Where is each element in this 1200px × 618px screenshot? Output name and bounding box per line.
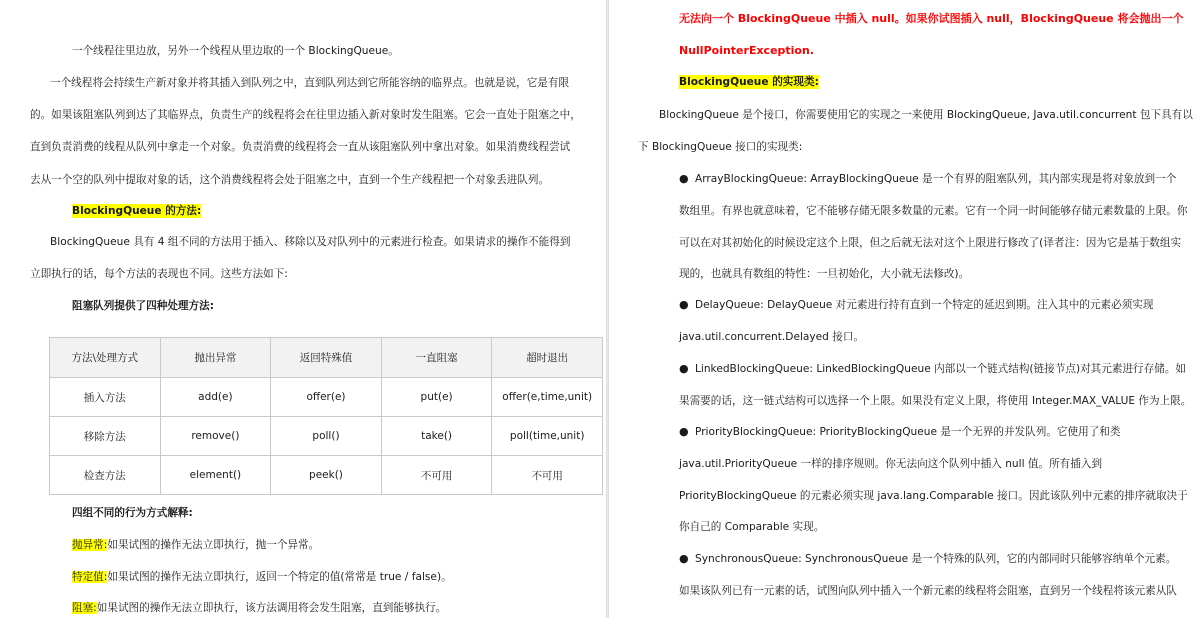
table-cell: 移除方法 — [50, 417, 161, 456]
bullet-icon: ● — [679, 298, 689, 311]
paragraph-line: 去从一个空的队列中提取对象的话，这个消费线程将会处于阻塞之中，直到一个生产线程把一个对象丢进队列。 — [30, 174, 550, 186]
list-item-line: java.util.concurrent.Delayed 接口。 — [679, 331, 865, 343]
bullet-icon: ● — [679, 552, 689, 565]
paragraph-line: 一个线程将会持续生产新对象并将其插入到队列之中，直到队列达到它所能容纳的临界点。也就是说，它是有限 — [50, 77, 570, 89]
list-item — [679, 172, 1176, 186]
bullet-icon: ● — [679, 172, 689, 185]
table-cell: poll() — [271, 417, 382, 456]
explain-text: 如果试图的操作无法立即执行，返回一个特定的值(常常是 true / false)。 — [107, 571, 452, 583]
table-cell: offer(e) — [271, 378, 382, 417]
explain-text: 如果试图的操作无法立即执行，该方法调用将会发生阻塞，直到能够执行。 — [96, 602, 447, 614]
table-cell: offer(e,time,unit) — [492, 378, 603, 417]
explain-term: 阻塞: — [72, 602, 97, 614]
document-page-right — [609, 0, 1200, 618]
list-item-text: LinkedBlockingQueue: LinkedBlockingQueue 内部以一个链式结构(链接节点)对其元素进行存储。如 — [695, 363, 1187, 375]
section-heading-methods: BlockingQueue 的方法: — [72, 205, 202, 217]
paragraph-line: 下 BlockingQueue 接口的实现类: — [638, 141, 803, 153]
table-cell: poll(time,unit) — [492, 417, 603, 456]
list-item-text: PriorityBlockingQueue: PriorityBlockingQueue 是一个无界的并发队列。它使用了和类 — [695, 426, 1121, 438]
table-row — [50, 378, 603, 417]
list-item-line: java.util.PriorityQueue 一样的排序规则。你无法向这个队列中插入 null 值。所有插入到 — [679, 458, 1103, 470]
table-header-cell: 一直阻塞 — [381, 338, 492, 378]
list-item-text: ArrayBlockingQueue: ArrayBlockingQueue 是一个有界的阻塞队列，其内部实现是将对象放到一个 — [695, 173, 1177, 185]
list-item — [679, 362, 1186, 376]
list-item-line: 可以在对其初始化的时候设定这个上限，但之后就无法对这个上限进行修改了(译者注：因为它是基于数组实 — [679, 237, 1182, 249]
explain-heading: 四组不同的行为方式解释: — [72, 507, 193, 519]
list-item-line: 现的，也就具有数组的特性：一旦初始化，大小就无法修改)。 — [679, 268, 970, 280]
list-item-text: SynchronousQueue: SynchronousQueue 是一个特殊的队列，它的内部同时只能够容纳单个元素。 — [695, 553, 1177, 565]
list-item — [679, 425, 1120, 439]
table-cell: remove() — [160, 417, 271, 456]
explain-term: 抛异常: — [72, 539, 108, 551]
list-item-line: 如果该队列已有一元素的话，试图向队列中插入一个新元素的线程将会阻塞，直到另一个线程将该元素从队 — [679, 585, 1177, 597]
table-cell: put(e) — [381, 378, 492, 417]
paragraph-line: BlockingQueue 是个接口，你需要使用它的实现之一来使用 BlockingQueue, Java.util.concurrent 包下具有以 — [659, 109, 1193, 121]
table-header-cell: 抛出异常 — [160, 338, 271, 378]
explain-line — [72, 601, 446, 615]
warning-line: NullPointerException. — [679, 44, 815, 57]
methods-table — [49, 337, 603, 495]
explain-line — [72, 538, 319, 552]
explain-text: 如果试图的操作无法立即执行，抛一个异常。 — [107, 539, 320, 551]
table-cell: peek() — [271, 456, 382, 495]
table-header-cell: 超时退出 — [492, 338, 603, 378]
list-item-line: 你自己的 Comparable 实现。 — [679, 521, 825, 533]
list-item-line: PriorityBlockingQueue 的元素必须实现 java.lang.Comparable 接口。因此该队列中元素的排序就取决于 — [679, 490, 1188, 502]
table-cell: add(e) — [160, 378, 271, 417]
table-cell: take() — [381, 417, 492, 456]
table-row — [50, 456, 603, 495]
list-item — [679, 298, 1153, 312]
explain-line — [72, 570, 452, 584]
sub-heading: 阻塞队列提供了四种处理方法: — [72, 300, 214, 312]
table-cell: 不可用 — [381, 456, 492, 495]
explain-term: 特定值: — [72, 571, 108, 583]
table-cell: 检查方法 — [50, 456, 161, 495]
bullet-icon: ● — [679, 362, 689, 375]
paragraph-line: 的。如果该阻塞队列到达了其临界点，负责生产的线程将会在往里边插入新对象时发生阻塞。它会一直处于阻塞之中， — [30, 109, 581, 121]
table-cell: element() — [160, 456, 271, 495]
warning-line: 无法向一个 BlockingQueue 中插入 null。如果你试图插入 null，BlockingQueue 将会抛出一个 — [679, 12, 1184, 25]
section-heading-impl: BlockingQueue 的实现类: — [679, 76, 819, 88]
bullet-icon: ● — [679, 425, 689, 438]
paragraph-line: 直到负责消费的线程从队列中拿走一个对象。负责消费的线程将会一直从该阻塞队列中拿出对象。如果消费线程尝试 — [30, 141, 571, 153]
list-item — [679, 552, 1176, 566]
table-row — [50, 417, 603, 456]
paragraph-line: BlockingQueue 具有 4 组不同的方法用于插入、移除以及对队列中的元素进行检查。如果请求的操作不能得到 — [50, 236, 571, 248]
paragraph-line: 立即执行的话，每个方法的表现也不同。这些方法如下: — [30, 268, 288, 280]
table-header-row — [50, 338, 603, 378]
table-header-cell: 返回特殊值 — [271, 338, 382, 378]
table-cell: 插入方法 — [50, 378, 161, 417]
list-item-line: 果需要的话，这一链式结构可以选择一个上限。如果没有定义上限，将使用 Integer.MAX_VALUE 作为上限。 — [679, 395, 1192, 407]
list-item-text: DelayQueue: DelayQueue 对元素进行持有直到一个特定的延迟到期。注入其中的元素必须实现 — [695, 299, 1154, 311]
table-header-cell: 方法\处理方式 — [50, 338, 161, 378]
paragraph-line: 一个线程往里边放，另外一个线程从里边取的一个 BlockingQueue。 — [72, 45, 399, 57]
table-cell: 不可用 — [492, 456, 603, 495]
list-item-line: 数组里。有界也就意味着，它不能够存储无限多数量的元素。它有一个同一时间能够存储元素数量的上限。你 — [679, 205, 1188, 217]
